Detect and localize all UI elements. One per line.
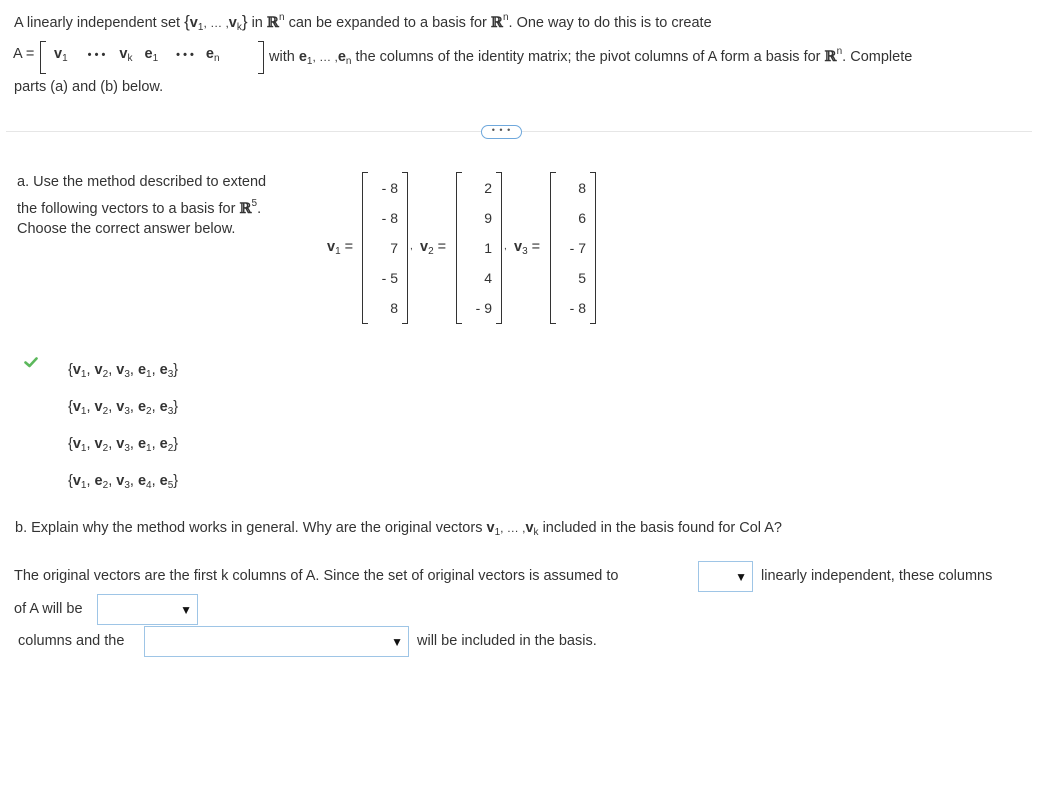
option-symbol: v [94, 436, 103, 452]
separator: , [86, 436, 91, 452]
matrix-a-label: A = [13, 46, 35, 62]
subscript: 1 [80, 480, 87, 491]
option-symbol: v [72, 399, 81, 415]
separator: , [108, 362, 113, 378]
brace-open: { [184, 12, 190, 31]
show-more-button[interactable]: • • • [481, 125, 522, 139]
subscript: k [236, 22, 242, 33]
bracket-left [456, 172, 462, 324]
subscript: 1 [80, 406, 87, 417]
intro-line-1 [14, 12, 712, 33]
subscript: 3 [124, 369, 130, 380]
part-a-line-1: a. Use the method described to extend [17, 174, 267, 190]
option-symbol: v [116, 436, 125, 452]
separator: , [151, 436, 156, 452]
option-symbol: v [116, 362, 125, 378]
brace-close: } [173, 473, 179, 489]
v-symbol: v [54, 46, 63, 62]
vector-entry: 6 [578, 210, 586, 226]
separator: , [108, 473, 113, 489]
superscript: n [502, 12, 509, 23]
bracket-right [402, 172, 408, 324]
v-symbol: v [119, 46, 128, 62]
option-symbol: v [94, 362, 103, 378]
option-symbol: e [137, 399, 147, 415]
option-symbol: e [137, 436, 147, 452]
bracket-left [362, 172, 368, 324]
e-symbol: e [337, 49, 346, 65]
option-symbol: v [72, 362, 81, 378]
e-symbol: e [205, 46, 214, 62]
vector-entry: 1 [484, 240, 492, 256]
separator: , [151, 362, 156, 378]
vector-entry: - 9 [475, 300, 492, 316]
option-symbol: e [94, 473, 103, 489]
vector-entry: 9 [484, 210, 492, 226]
brace-close: } [173, 436, 179, 452]
equals-sign: = [344, 239, 354, 255]
subscript: 1 [146, 443, 152, 454]
subscript: 1 [335, 246, 341, 257]
dropdown-arrow-icon: ▼ [391, 634, 403, 649]
subscript: 2 [102, 443, 109, 454]
reals-symbol: ℝ [239, 200, 252, 217]
intro-text: . Complete [842, 49, 913, 65]
v-symbol: v [420, 239, 429, 255]
brace-open: { [68, 399, 73, 415]
separator: , [129, 473, 134, 489]
intro-line-3: parts (a) and (b) below. [14, 79, 164, 95]
separator: , [86, 362, 91, 378]
be-dropdown[interactable] [698, 561, 753, 592]
subscript: 2 [102, 369, 109, 380]
v-symbol: v [525, 520, 534, 536]
answer-option-1[interactable] [68, 362, 178, 380]
matrix-a-columns [54, 46, 220, 64]
intro-text: . One way to do this is to create [508, 15, 712, 31]
subscript: 1 [146, 369, 152, 380]
vector-entry: 8 [578, 180, 586, 196]
subscript: 1 [152, 53, 159, 64]
vector-entry: 8 [390, 300, 398, 316]
answer-option-4[interactable] [68, 473, 178, 491]
v-symbol: v [514, 239, 523, 255]
superscript: 5 [251, 198, 258, 209]
part-b-question [15, 520, 782, 538]
vector-entry: - 7 [569, 240, 586, 256]
matrix-bracket-left [40, 41, 46, 74]
subscript: 4 [146, 480, 152, 491]
subscript: 2 [167, 443, 174, 454]
option-symbol: v [72, 436, 81, 452]
superscript: n [278, 12, 285, 23]
subscript: 1 [62, 53, 68, 64]
separator: , [151, 399, 156, 415]
option-symbol: e [137, 362, 147, 378]
reals-symbol: ℝ [824, 48, 837, 65]
subscript: n [345, 56, 352, 67]
part-b-answer-line-2: of A will be [14, 601, 83, 617]
part-b-answer-line-3: columns and the [18, 633, 125, 649]
v3-label [514, 239, 540, 257]
vector-entry: - 5 [381, 270, 398, 286]
bracket-left [550, 172, 556, 324]
subscript: 3 [522, 246, 528, 257]
separator: , [108, 399, 113, 415]
ellipsis: , … , [312, 50, 338, 64]
equals-sign: = [437, 239, 447, 255]
part-a-text: the following vectors to a basis for [17, 201, 236, 217]
reals-symbol: ℝ [266, 14, 279, 31]
subscript: k [127, 53, 133, 64]
brace-close: } [241, 12, 248, 31]
brace-open: { [68, 473, 73, 489]
intro-text: A linearly independent set [14, 15, 181, 31]
subscript: 1 [494, 527, 501, 538]
v1-label [327, 239, 353, 257]
subscript: 2 [428, 246, 434, 257]
brace-close: } [173, 399, 179, 415]
option-symbol: e [159, 473, 168, 489]
dropdown-arrow-icon: ▼ [180, 602, 192, 617]
answer-option-3[interactable] [68, 436, 178, 454]
matrix-bracket-right [258, 41, 264, 74]
part-a-line-3: Choose the correct answer below. [17, 221, 236, 237]
superscript: n [836, 46, 843, 57]
v-symbol: v [189, 15, 198, 31]
matrix-dots: • • • [176, 49, 194, 61]
separator: , [129, 436, 134, 452]
vector-entry: 2 [484, 180, 492, 196]
e-symbol: e [144, 46, 153, 62]
option-symbol: e [159, 436, 168, 452]
separator: , [129, 399, 134, 415]
vector-v2 [456, 172, 502, 324]
separator: , [129, 362, 134, 378]
v-symbol: v [327, 239, 336, 255]
subscript: 1 [197, 22, 204, 33]
brace-open: { [68, 436, 73, 452]
part-b-text: b. Explain why the method works in general. Why are the original vectors [15, 520, 483, 536]
brace-open: { [68, 362, 73, 378]
equals-sign: = [531, 239, 541, 255]
answer-option-2[interactable] [68, 399, 178, 417]
dropdown-arrow-icon: ▼ [735, 569, 747, 584]
option-symbol: v [116, 473, 125, 489]
part-a-text: . [257, 201, 262, 217]
bracket-right [590, 172, 596, 324]
option-symbol: e [137, 473, 147, 489]
separator: , [86, 399, 91, 415]
part-b-answer-line-1: The original vectors are the first k columns of A. Since the set of original vectors is assumed to [14, 568, 619, 584]
subscript: 5 [167, 480, 174, 491]
vector-v3 [550, 172, 596, 324]
vector-entry: 7 [390, 240, 398, 256]
ellipsis: , … , [500, 521, 526, 535]
vector-entry: - 8 [381, 180, 398, 196]
ellipsis: , … , [203, 16, 229, 30]
option-symbol: v [94, 399, 103, 415]
v2-label [420, 239, 446, 257]
subscript: 2 [146, 406, 152, 417]
subscript: k [533, 527, 539, 538]
comma: , [504, 241, 507, 252]
intro-text: the columns of the identity matrix; the pivot columns of A form a basis for [355, 49, 821, 65]
option-symbol: v [72, 473, 81, 489]
part-a-line-2 [17, 198, 261, 217]
option-symbol: e [159, 399, 168, 415]
subscript: 3 [167, 369, 174, 380]
option-symbol: v [116, 399, 125, 415]
subscript: 3 [124, 480, 130, 491]
subscript: 2 [102, 480, 109, 491]
vector-entry: - 8 [569, 300, 586, 316]
reals-symbol: ℝ [490, 14, 503, 31]
matrix-dots: • • • [87, 49, 106, 61]
part-b-answer-line-3-end: will be included in the basis. [417, 633, 597, 649]
subscript: 3 [167, 406, 174, 417]
subscript: 1 [306, 56, 313, 67]
e-symbol: e [298, 49, 307, 65]
subscript: 1 [80, 443, 87, 454]
subscript: 3 [124, 443, 130, 454]
vector-v1 [362, 172, 408, 324]
subscript: 2 [102, 406, 109, 417]
intro-text: with [269, 49, 295, 65]
brace-close: } [173, 362, 179, 378]
v-symbol: v [228, 15, 237, 31]
separator: , [108, 436, 113, 452]
separator: , [151, 473, 156, 489]
part-b-answer-line-1-end: linearly independent, these columns [761, 568, 993, 584]
part-b-text: included in the basis found for Col A? [542, 520, 782, 536]
subscript: 1 [80, 369, 87, 380]
vector-entry: - 8 [381, 210, 398, 226]
vector-entry: 5 [578, 270, 586, 286]
v-symbol: v [486, 520, 495, 536]
bracket-right [496, 172, 502, 324]
intro-text: in [251, 15, 263, 31]
separator: , [86, 473, 91, 489]
intro-text: can be expanded to a basis for [288, 15, 487, 31]
intro-line-2 [269, 46, 912, 67]
subscript: 3 [124, 406, 130, 417]
vector-entry: 4 [484, 270, 492, 286]
option-symbol: e [159, 362, 168, 378]
and-the-dropdown[interactable] [144, 626, 409, 657]
comma: , [410, 241, 413, 252]
check-icon [24, 357, 38, 368]
will-be-dropdown[interactable] [97, 594, 198, 625]
subscript: n [213, 53, 220, 64]
